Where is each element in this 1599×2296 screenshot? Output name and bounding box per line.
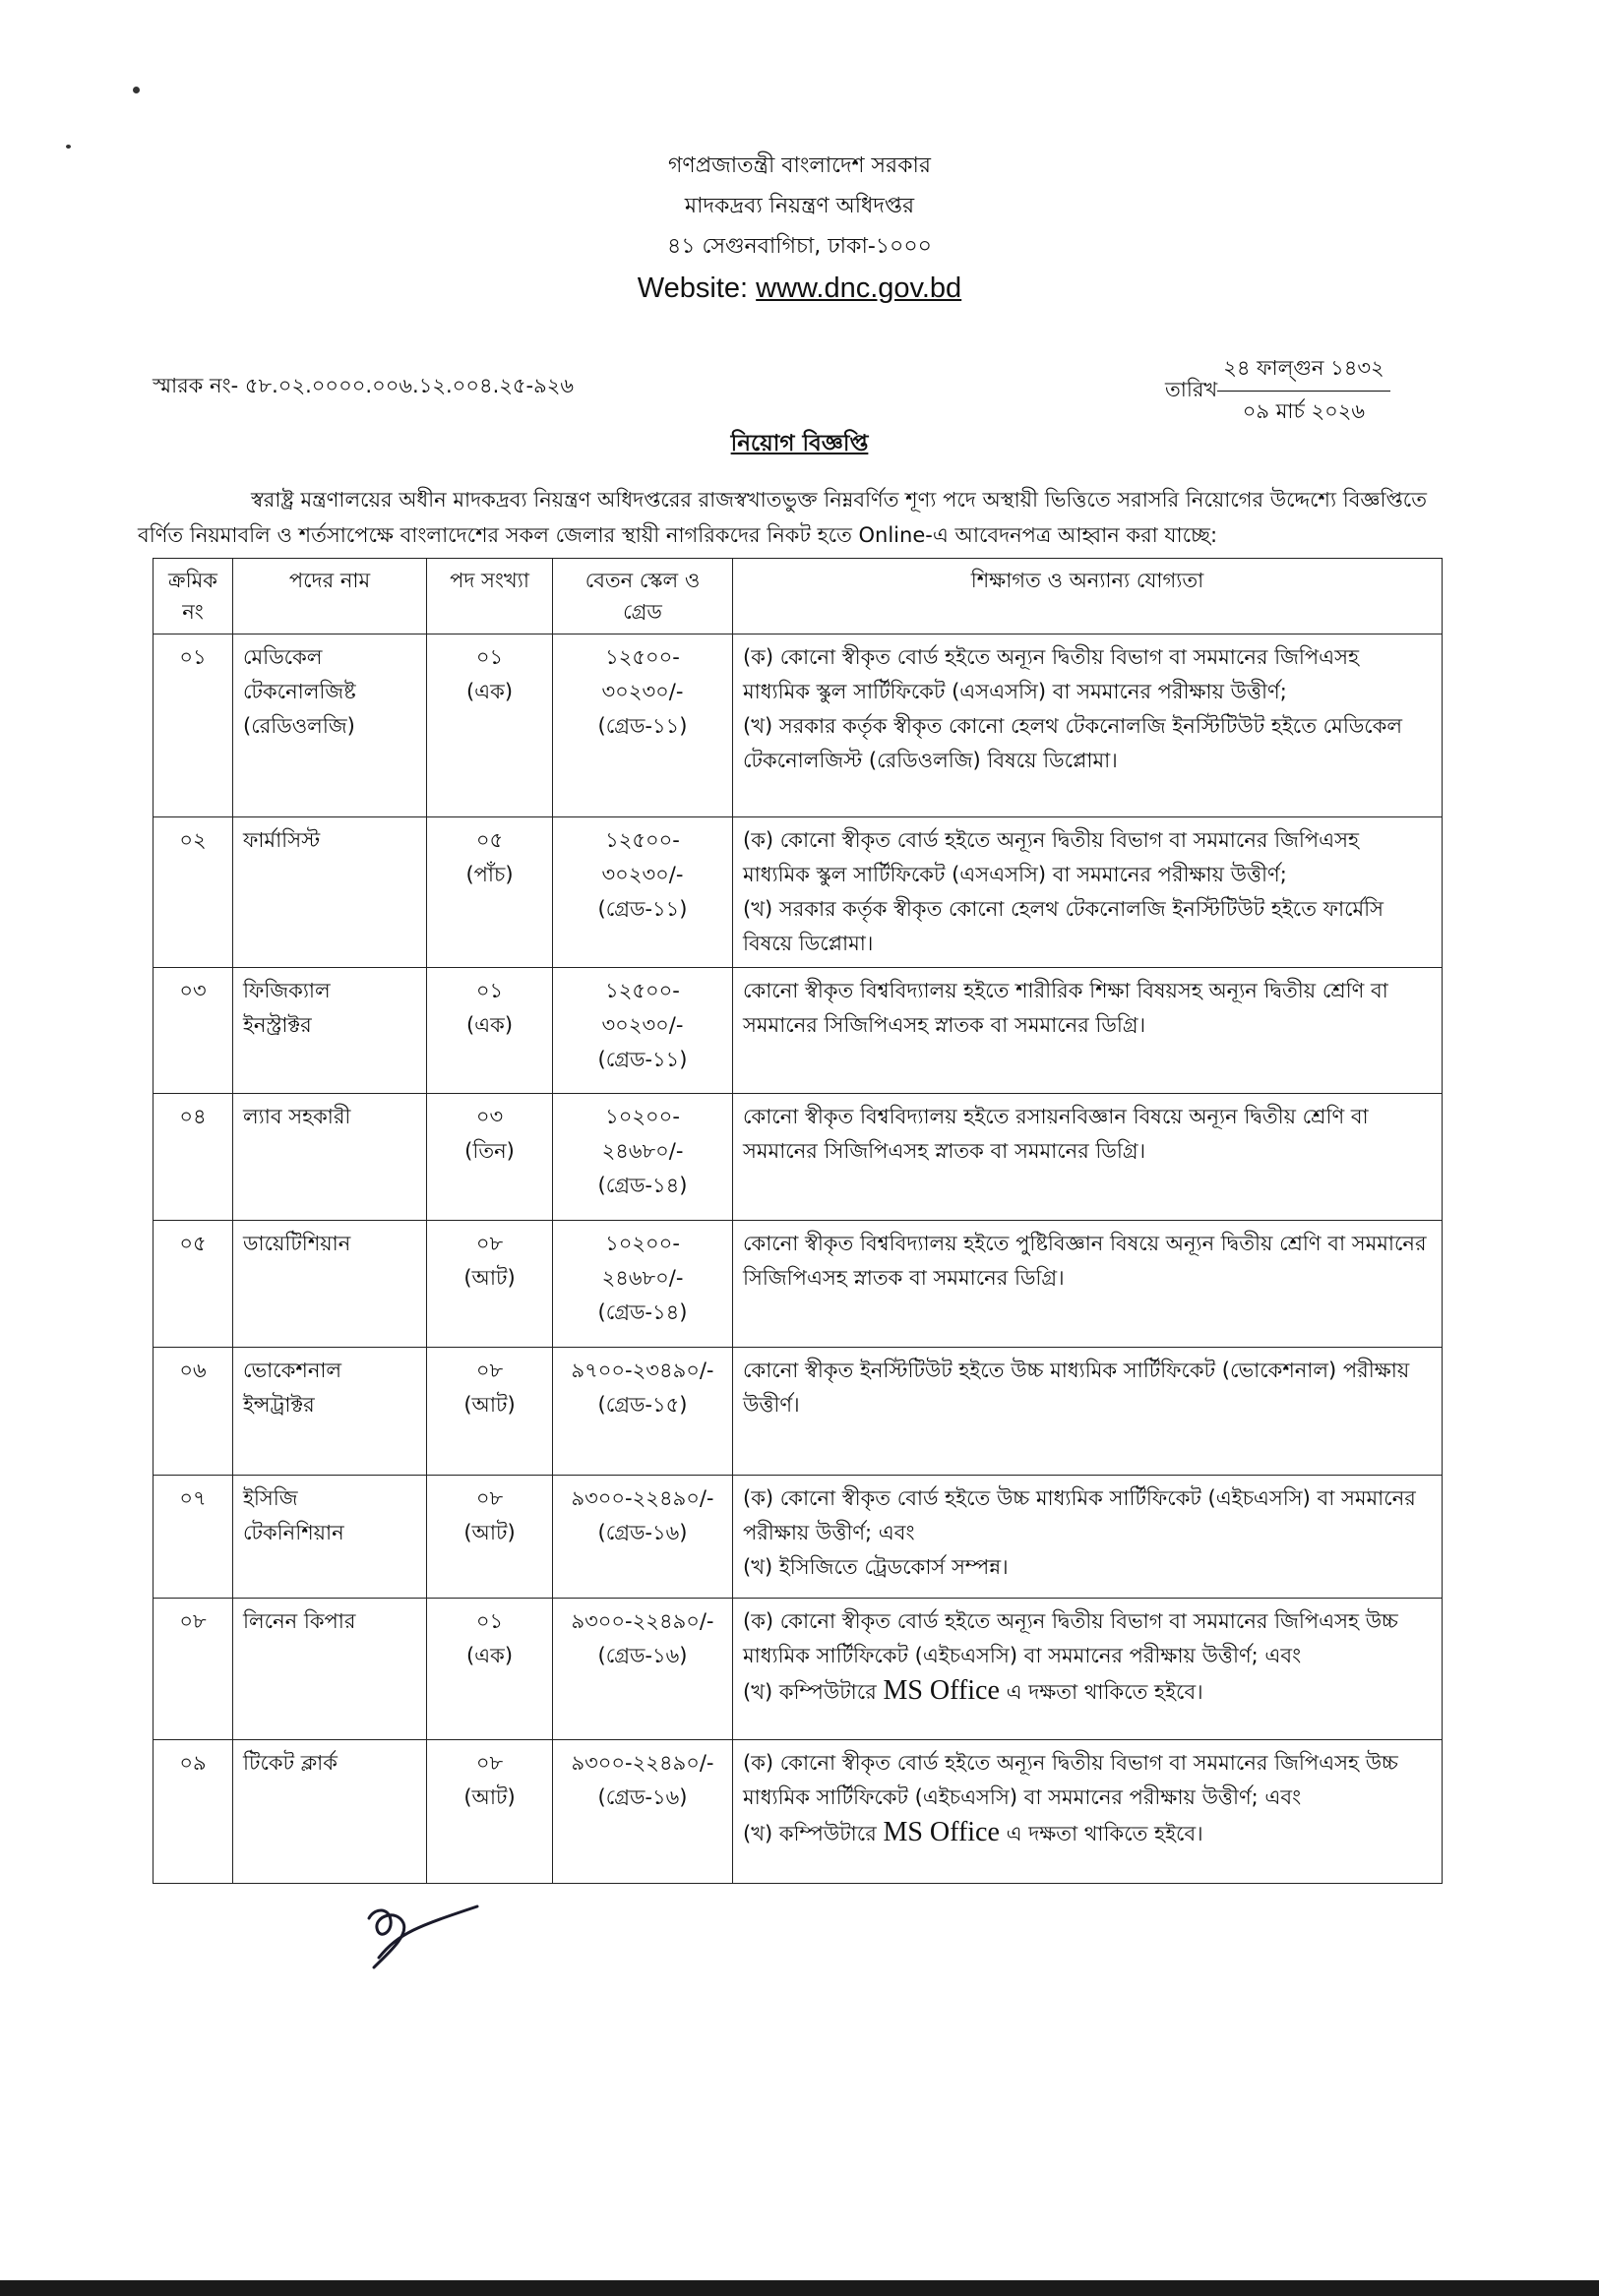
cell-post-count: ০১ (এক) (427, 968, 553, 1094)
cell-pay-scale: ১০২০০- ২৪৬৮০/- (গ্রেড-১৪) (553, 1221, 733, 1348)
date-label: তারিখ (1165, 378, 1218, 401)
cell-pay-scale: ১২৫০০- ৩০২৩০/- (গ্রেড-১১) (553, 968, 733, 1094)
website-link[interactable]: www.dnc.gov.bd (756, 272, 962, 304)
cell-serial: ০৫ (154, 1221, 233, 1348)
cell-post-name: ফিজিক্যাল ইনস্ট্রাক্টর (233, 968, 427, 1094)
header-address: ৪১ সেগুনবাগিচা, ঢাকা-১০০০ (667, 234, 932, 259)
cell-pay-scale: ১২৫০০- ৩০২৩০/- (গ্রেড-১১) (553, 817, 733, 968)
qualification-line: (খ) ইসিজিতে ট্রেডকোর্স সম্পন্ন। (743, 1555, 1009, 1579)
table-row (154, 817, 1443, 968)
cell-serial: ০৯ (154, 1740, 233, 1884)
qualification-line: (খ) কম্পিউটারে MS Office এ দক্ষতা থাকিতে হইবে। (743, 1817, 1203, 1847)
cell-pay-scale: ১২৫০০- ৩০২৩০/- (গ্রেড-১১) (553, 634, 733, 817)
date-gregorian: ০৯ মার্চ ২০২৬ (1242, 399, 1366, 423)
cell-serial: ০৬ (154, 1348, 233, 1476)
cell-serial: ০৮ (154, 1599, 233, 1740)
qualification-line: (ক) কোনো স্বীকৃত বোর্ড হইতে অন্যূন দ্বিতীয় বিভাগ বা সমমানের জিপিএসহ উচ্চ মাধ্যমিক সার্টিফিকেট (এইচএসসি) বা সমমানের পরীক্ষায় উত্তীর্ণ; এবং (743, 1751, 1398, 1809)
cell-pay-scale: ৯৭০০-২৩৪৯০/- (গ্রেড-১৫) (553, 1348, 733, 1476)
cell-serial: ০৭ (154, 1476, 233, 1599)
cell-post-name: টিকেট ক্লার্ক (233, 1740, 427, 1884)
memo-date (1165, 352, 1390, 430)
cell-pay-scale: ৯৩০০-২২৪৯০/- (গ্রেড-১৬) (553, 1476, 733, 1599)
cell-qualification (733, 817, 1443, 968)
website-label: Website: (637, 272, 757, 304)
qualification-line: কোনো স্বীকৃত বিশ্ববিদ্যালয় হইতে রসায়নবিজ্ঞান বিষয়ে অন্যূন দ্বিতীয় শ্রেণি বা সমমানের সিজিপিএসহ স্নাতক বা সমমানের ডিগ্রি। (743, 1105, 1369, 1163)
header-government: গণপ্রজাতন্ত্রী বাংলাদেশ সরকার (667, 153, 932, 178)
header-department: মাদকদ্রব্য নিয়ন্ত্রণ অধিদপ্তর (684, 194, 915, 218)
header-pay-scale: বেতন স্কেল ও গ্রেড (553, 559, 733, 634)
cell-post-count: ০১ (এক) (427, 1599, 553, 1740)
cell-post-name: লিনেন কিপার (233, 1599, 427, 1740)
qualification-line: (ক) কোনো স্বীকৃত বোর্ড হইতে অন্যূন দ্বিতীয় বিভাগ বা সমমানের জিপিএসহ উচ্চ মাধ্যমিক সার্টিফিকেট (এইচএসসি) বা সমমানের পরীক্ষায় উত্তীর্ণ; এবং (743, 1609, 1398, 1667)
table-row (154, 634, 1443, 817)
table-row (154, 1740, 1443, 1884)
cell-qualification (733, 1221, 1443, 1348)
cell-serial: ০১ (154, 634, 233, 817)
date-bangla: ২৪ ফাল্গুন ১৪৩২ (1217, 352, 1389, 392)
date-values (1217, 352, 1389, 430)
qualification-line: (খ) সরকার কর্তৃক স্বীকৃত কোনো হেলথ টেকনোলজি ইনস্টিটিউট হইতে মেডিকেল টেকনোলজিস্ট (রেডিওলজি) বিষয়ে ডিপ্লোমা। (743, 714, 1403, 772)
cell-post-count: ০১ (এক) (427, 634, 553, 817)
qualification-line: কোনো স্বীকৃত বিশ্ববিদ্যালয় হইতে শারীরিক শিক্ষা বিষয়সহ অন্যূন দ্বিতীয় শ্রেণি বা সমমানের সিজিপিএসহ স্নাতক বা সমমানের ডিগ্রি। (743, 979, 1388, 1037)
qualification-line: (ক) কোনো স্বীকৃত বোর্ড হইতে উচ্চ মাধ্যমিক সার্টিফিকেট (এইচএসসি) বা সমমানের পরীক্ষায় উত্তীর্ণ; এবং (743, 1486, 1416, 1544)
qualification-line: (ক) কোনো স্বীকৃত বোর্ড হইতে অন্যূন দ্বিতীয় বিভাগ বা সমমানের জিপিএসহ মাধ্যমিক স্কুল সার্টিফিকেট (এসএসসি) বা সমমানের পরীক্ষায় উত্তীর্ণ; (743, 645, 1360, 703)
cell-pay-scale: ৯৩০০-২২৪৯০/- (গ্রেড-১৬) (553, 1599, 733, 1740)
cell-qualification (733, 968, 1443, 1094)
cell-post-name: ভোকেশনাল ইন্সট্রাক্টর (233, 1348, 427, 1476)
posts-table (153, 558, 1443, 1884)
cell-post-count: ০৮ (আট) (427, 1221, 553, 1348)
qualification-line: কোনো স্বীকৃত ইনস্টিটিউট হইতে উচ্চ মাধ্যমিক সার্টিফিকেট (ভোকেশনাল) পরীক্ষায় উত্তীর্ণ। (743, 1359, 1410, 1417)
scan-edge (0, 2280, 1599, 2296)
cell-serial: ০৪ (154, 1094, 233, 1221)
scan-speck (133, 87, 140, 93)
cell-qualification (733, 1740, 1443, 1884)
cell-post-name: ফার্মাসিস্ট (233, 817, 427, 968)
cell-qualification (733, 1476, 1443, 1599)
cell-post-name: ইসিজি টেকনিশিয়ান (233, 1476, 427, 1599)
signature (349, 1879, 487, 1972)
cell-serial: ০৩ (154, 968, 233, 1094)
cell-qualification (733, 1094, 1443, 1221)
table-row (154, 1476, 1443, 1599)
notice-title: নিয়োগ বিজ্ঞপ্তি (730, 431, 869, 456)
cell-post-count: ০৮ (আট) (427, 1476, 553, 1599)
table-header-row (154, 559, 1443, 634)
cell-pay-scale: ১০২০০- ২৪৬৮০/- (গ্রেড-১৪) (553, 1094, 733, 1221)
cell-post-count: ০৮ (আট) (427, 1348, 553, 1476)
table-row (154, 1348, 1443, 1476)
cell-post-name: মেডিকেল টেকনোলজিষ্ট (রেডিওলজি) (233, 634, 427, 817)
cell-post-count: ০৮ (আট) (427, 1740, 553, 1884)
qualification-line: কোনো স্বীকৃত বিশ্ববিদ্যালয় হইতে পুষ্টিবিজ্ঞান বিষয়ে অন্যূন দ্বিতীয় শ্রেণি বা সমমানের সিজিপিএসহ স্নাতক বা সমমানের ডিগ্রি। (743, 1232, 1427, 1290)
header-post-name: পদের নাম (233, 559, 427, 634)
qualification-line: (খ) কম্পিউটারে MS Office এ দক্ষতা থাকিতে হইবে। (743, 1675, 1203, 1706)
cell-qualification (733, 1348, 1443, 1476)
cell-qualification (733, 1599, 1443, 1740)
table-row (154, 1221, 1443, 1348)
header-serial: ক্রমিক নং (154, 559, 233, 634)
memo-reference: স্মারক নং- ৫৮.০২.০০০০.০০৬.১২.০০৪.২৫-৯২৬ (153, 374, 575, 397)
cell-post-count: ০৩ (তিন) (427, 1094, 553, 1221)
qualification-line: (খ) সরকার কর্তৃক স্বীকৃত কোনো হেলথ টেকনোলজি ইনস্টিটিউট হইতে ফার্মেসি বিষয়ে ডিপ্লোমা। (743, 897, 1384, 955)
office-header (0, 146, 1599, 310)
header-website (0, 267, 1599, 310)
header-qualification: শিক্ষাগত ও অন্যান্য যোগ্যতা (733, 559, 1443, 634)
table-row (154, 1094, 1443, 1221)
cell-post-name: ল্যাব সহকারী (233, 1094, 427, 1221)
cell-pay-scale: ৯৩০০-২২৪৯০/- (গ্রেড-১৬) (553, 1740, 733, 1884)
header-post-count: পদ সংখ্যা (427, 559, 553, 634)
cell-post-count: ০৫ (পাঁচ) (427, 817, 553, 968)
qualification-line: (ক) কোনো স্বীকৃত বোর্ড হইতে অন্যূন দ্বিতীয় বিভাগ বা সমমানের জিপিএসহ মাধ্যমিক স্কুল সার্টিফিকেট (এসএসসি) বা সমমানের পরীক্ষায় উত্তীর্ণ; (743, 828, 1360, 886)
table-row (154, 968, 1443, 1094)
cell-qualification (733, 634, 1443, 817)
notice-intro: স্বরাষ্ট্র মন্ত্রণালয়ের অধীন মাদকদ্রব্য নিয়ন্ত্রণ অধিদপ্তরের রাজস্বখাতভুক্ত নিম্নবর্ণিত শূণ্য পদে অস্থায়ী ভিত্তিতে সরাসরি নিয়োগের উদ্দেশ্যে বিজ্ঞপ্তিতে বর্ণিত নিয়মাবলি ও শর্তসাপেক্ষে বাংলাদেশের সকল জেলার স্থায়ী নাগরিকদের নিকট হতে Online-এ আবেদনপত্র আহ্বান করা যাচ্ছে: (138, 488, 1427, 547)
table-row (154, 1599, 1443, 1740)
cell-serial: ০২ (154, 817, 233, 968)
cell-post-name: ডায়েটিশিয়ান (233, 1221, 427, 1348)
